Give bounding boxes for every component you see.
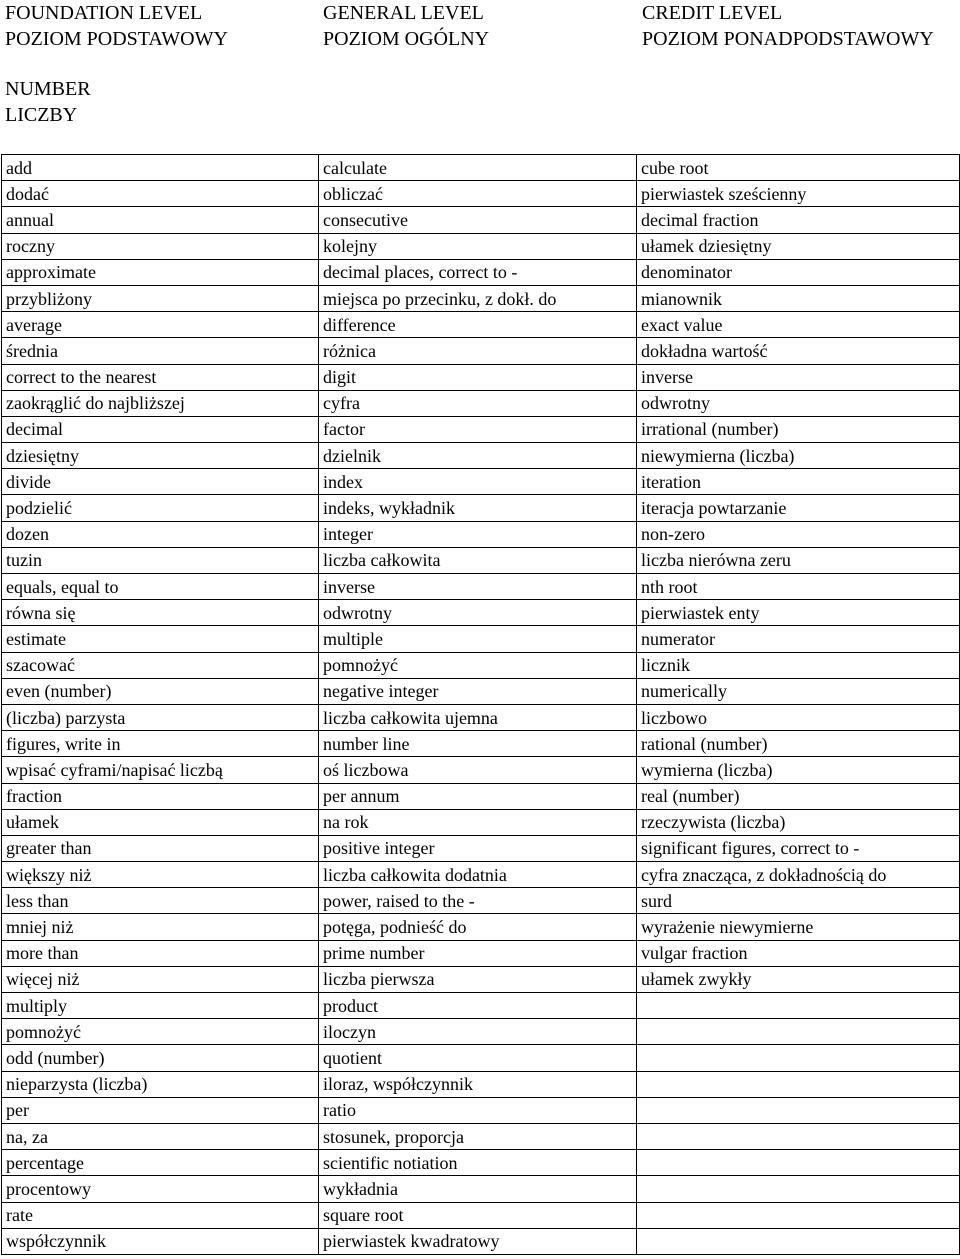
credit-level-en: CREDIT LEVEL: [642, 2, 783, 24]
table-row: [2, 1150, 960, 1176]
general-term-cell: potęga, podnieść do: [319, 914, 637, 940]
general-term-cell: scientific notiation: [319, 1150, 637, 1176]
foundation-term-cell: divide: [2, 469, 319, 495]
credit-term-cell: [637, 1228, 960, 1254]
general-term-cell: decimal places, correct to -: [319, 259, 637, 285]
table-row: [2, 1019, 960, 1045]
credit-term-cell: inverse: [637, 364, 960, 390]
general-term-cell: liczba całkowita dodatnia: [319, 862, 637, 888]
general-level-en: GENERAL LEVEL: [323, 2, 484, 24]
credit-term-cell: decimal fraction: [637, 207, 960, 233]
foundation-term-cell: tuzin: [2, 547, 319, 573]
foundation-term-cell: rate: [2, 1202, 319, 1228]
foundation-term-cell: equals, equal to: [2, 574, 319, 600]
foundation-term-cell: podzielić: [2, 495, 319, 521]
foundation-term-cell: less than: [2, 888, 319, 914]
general-term-cell: pomnożyć: [319, 652, 637, 678]
table-row: [2, 993, 960, 1019]
general-term-cell: prime number: [319, 940, 637, 966]
credit-term-cell: pierwiastek sześcienny: [637, 181, 960, 207]
foundation-level-pl: POZIOM PODSTAWOWY: [5, 28, 228, 50]
general-term-cell: miejsca po przecinku, z dokł. do: [319, 285, 637, 311]
credit-term-cell: surd: [637, 888, 960, 914]
general-term-cell: na rok: [319, 809, 637, 835]
credit-term-cell: rational (number): [637, 731, 960, 757]
table-row: [2, 888, 960, 914]
credit-term-cell: non-zero: [637, 521, 960, 547]
credit-term-cell: [637, 1176, 960, 1202]
table-row: [2, 574, 960, 600]
credit-term-cell: numerically: [637, 678, 960, 704]
general-term-cell: index: [319, 469, 637, 495]
foundation-term-cell: wpisać cyframi/napisać liczbą: [2, 757, 319, 783]
credit-term-cell: wymierna (liczba): [637, 757, 960, 783]
foundation-term-cell: ułamek: [2, 809, 319, 835]
foundation-term-cell: correct to the nearest: [2, 364, 319, 390]
table-row: [2, 181, 960, 207]
table-row: [2, 940, 960, 966]
section-title-en: NUMBER: [5, 78, 91, 100]
foundation-term-cell: zaokrąglić do najbliższej: [2, 390, 319, 416]
general-term-cell: multiple: [319, 626, 637, 652]
general-term-cell: factor: [319, 416, 637, 442]
table-row: [2, 1176, 960, 1202]
general-term-cell: odwrotny: [319, 600, 637, 626]
general-term-cell: product: [319, 993, 637, 1019]
general-term-cell: per annum: [319, 783, 637, 809]
credit-term-cell: cube root: [637, 155, 960, 181]
credit-term-cell: cyfra znacząca, z dokładnością do: [637, 862, 960, 888]
table-row: [2, 259, 960, 285]
credit-level-heading: [642, 0, 934, 52]
table-row: [2, 285, 960, 311]
table-row: [2, 312, 960, 338]
foundation-term-cell: figures, write in: [2, 731, 319, 757]
general-term-cell: inverse: [319, 574, 637, 600]
credit-term-cell: numerator: [637, 626, 960, 652]
table-row: [2, 521, 960, 547]
foundation-term-cell: greater than: [2, 835, 319, 861]
table-row: [2, 390, 960, 416]
general-term-cell: positive integer: [319, 835, 637, 861]
general-term-cell: ratio: [319, 1097, 637, 1123]
vocabulary-table: [1, 154, 960, 1255]
table-row: [2, 757, 960, 783]
general-term-cell: różnica: [319, 338, 637, 364]
general-term-cell: oś liczbowa: [319, 757, 637, 783]
credit-term-cell: irrational (number): [637, 416, 960, 442]
foundation-term-cell: percentage: [2, 1150, 319, 1176]
credit-term-cell: ułamek dziesiętny: [637, 233, 960, 259]
general-term-cell: kolejny: [319, 233, 637, 259]
level-header: [0, 0, 960, 52]
credit-term-cell: niewymierna (liczba): [637, 443, 960, 469]
credit-term-cell: mianownik: [637, 285, 960, 311]
table-row: [2, 731, 960, 757]
foundation-term-cell: approximate: [2, 259, 319, 285]
foundation-term-cell: nieparzysta (liczba): [2, 1071, 319, 1097]
foundation-term-cell: odd (number): [2, 1045, 319, 1071]
credit-term-cell: iteration: [637, 469, 960, 495]
credit-term-cell: [637, 1071, 960, 1097]
foundation-term-cell: dozen: [2, 521, 319, 547]
foundation-term-cell: annual: [2, 207, 319, 233]
credit-term-cell: [637, 993, 960, 1019]
general-term-cell: consecutive: [319, 207, 637, 233]
foundation-term-cell: szacować: [2, 652, 319, 678]
general-term-cell: power, raised to the -: [319, 888, 637, 914]
table-row: [2, 364, 960, 390]
foundation-term-cell: dziesiętny: [2, 443, 319, 469]
general-term-cell: indeks, wykładnik: [319, 495, 637, 521]
table-row: [2, 704, 960, 730]
foundation-term-cell: fraction: [2, 783, 319, 809]
foundation-term-cell: estimate: [2, 626, 319, 652]
general-term-cell: square root: [319, 1202, 637, 1228]
general-level-heading: [323, 0, 489, 52]
table-row: [2, 652, 960, 678]
foundation-term-cell: na, za: [2, 1123, 319, 1149]
table-row: [2, 155, 960, 181]
credit-term-cell: [637, 1045, 960, 1071]
table-row: [2, 233, 960, 259]
credit-level-pl: POZIOM PONADPODSTAWOWY: [642, 28, 934, 50]
foundation-term-cell: (liczba) parzysta: [2, 704, 319, 730]
foundation-term-cell: przybliżony: [2, 285, 319, 311]
foundation-term-cell: dodać: [2, 181, 319, 207]
credit-term-cell: significant figures, correct to -: [637, 835, 960, 861]
credit-term-cell: odwrotny: [637, 390, 960, 416]
credit-term-cell: nth root: [637, 574, 960, 600]
credit-term-cell: exact value: [637, 312, 960, 338]
credit-term-cell: ułamek zwykły: [637, 966, 960, 992]
foundation-term-cell: współczynnik: [2, 1228, 319, 1254]
table-row: [2, 1202, 960, 1228]
table-row: [2, 862, 960, 888]
general-term-cell: negative integer: [319, 678, 637, 704]
foundation-term-cell: mniej niż: [2, 914, 319, 940]
general-term-cell: iloczyn: [319, 1019, 637, 1045]
credit-term-cell: pierwiastek enty: [637, 600, 960, 626]
general-level-pl: POZIOM OGÓLNY: [323, 28, 490, 50]
general-term-cell: liczba całkowita: [319, 547, 637, 573]
table-row: [2, 626, 960, 652]
general-term-cell: number line: [319, 731, 637, 757]
section-title-pl: LICZBY: [5, 104, 78, 126]
table-row: [2, 1045, 960, 1071]
foundation-term-cell: even (number): [2, 678, 319, 704]
credit-term-cell: [637, 1202, 960, 1228]
foundation-level-heading: [5, 0, 228, 52]
foundation-term-cell: pomnożyć: [2, 1019, 319, 1045]
foundation-term-cell: average: [2, 312, 319, 338]
general-term-cell: iloraz, współczynnik: [319, 1071, 637, 1097]
table-row: [2, 1123, 960, 1149]
foundation-term-cell: równa się: [2, 600, 319, 626]
credit-term-cell: dokładna wartość: [637, 338, 960, 364]
general-term-cell: pierwiastek kwadratowy: [319, 1228, 637, 1254]
general-term-cell: calculate: [319, 155, 637, 181]
table-row: [2, 1228, 960, 1254]
table-row: [2, 1071, 960, 1097]
general-term-cell: liczba pierwsza: [319, 966, 637, 992]
credit-term-cell: [637, 1123, 960, 1149]
table-row: [2, 207, 960, 233]
foundation-term-cell: średnia: [2, 338, 319, 364]
table-row: [2, 495, 960, 521]
foundation-term-cell: add: [2, 155, 319, 181]
credit-term-cell: real (number): [637, 783, 960, 809]
credit-term-cell: [637, 1097, 960, 1123]
credit-term-cell: liczbowo: [637, 704, 960, 730]
foundation-term-cell: per: [2, 1097, 319, 1123]
section-title: [5, 76, 91, 128]
general-term-cell: wykładnia: [319, 1176, 637, 1202]
vocabulary-table-body: [2, 155, 960, 1255]
foundation-term-cell: procentowy: [2, 1176, 319, 1202]
table-row: [2, 338, 960, 364]
table-row: [2, 835, 960, 861]
table-row: [2, 966, 960, 992]
foundation-term-cell: multiply: [2, 993, 319, 1019]
table-row: [2, 783, 960, 809]
foundation-term-cell: więcej niż: [2, 966, 319, 992]
table-row: [2, 914, 960, 940]
table-row: [2, 469, 960, 495]
credit-term-cell: vulgar fraction: [637, 940, 960, 966]
foundation-term-cell: decimal: [2, 416, 319, 442]
general-term-cell: liczba całkowita ujemna: [319, 704, 637, 730]
general-term-cell: cyfra: [319, 390, 637, 416]
credit-term-cell: [637, 1150, 960, 1176]
table-row: [2, 443, 960, 469]
table-row: [2, 600, 960, 626]
credit-term-cell: rzeczywista (liczba): [637, 809, 960, 835]
credit-term-cell: [637, 1019, 960, 1045]
credit-term-cell: denominator: [637, 259, 960, 285]
credit-term-cell: licznik: [637, 652, 960, 678]
foundation-level-en: FOUNDATION LEVEL: [5, 2, 203, 24]
table-row: [2, 678, 960, 704]
general-term-cell: obliczać: [319, 181, 637, 207]
general-term-cell: dzielnik: [319, 443, 637, 469]
table-row: [2, 1097, 960, 1123]
credit-term-cell: iteracja powtarzanie: [637, 495, 960, 521]
general-term-cell: integer: [319, 521, 637, 547]
credit-term-cell: wyrażenie niewymierne: [637, 914, 960, 940]
general-term-cell: difference: [319, 312, 637, 338]
table-row: [2, 547, 960, 573]
general-term-cell: digit: [319, 364, 637, 390]
general-term-cell: stosunek, proporcja: [319, 1123, 637, 1149]
foundation-term-cell: roczny: [2, 233, 319, 259]
table-row: [2, 809, 960, 835]
credit-term-cell: liczba nierówna zeru: [637, 547, 960, 573]
general-term-cell: quotient: [319, 1045, 637, 1071]
foundation-term-cell: większy niż: [2, 862, 319, 888]
table-row: [2, 416, 960, 442]
foundation-term-cell: more than: [2, 940, 319, 966]
